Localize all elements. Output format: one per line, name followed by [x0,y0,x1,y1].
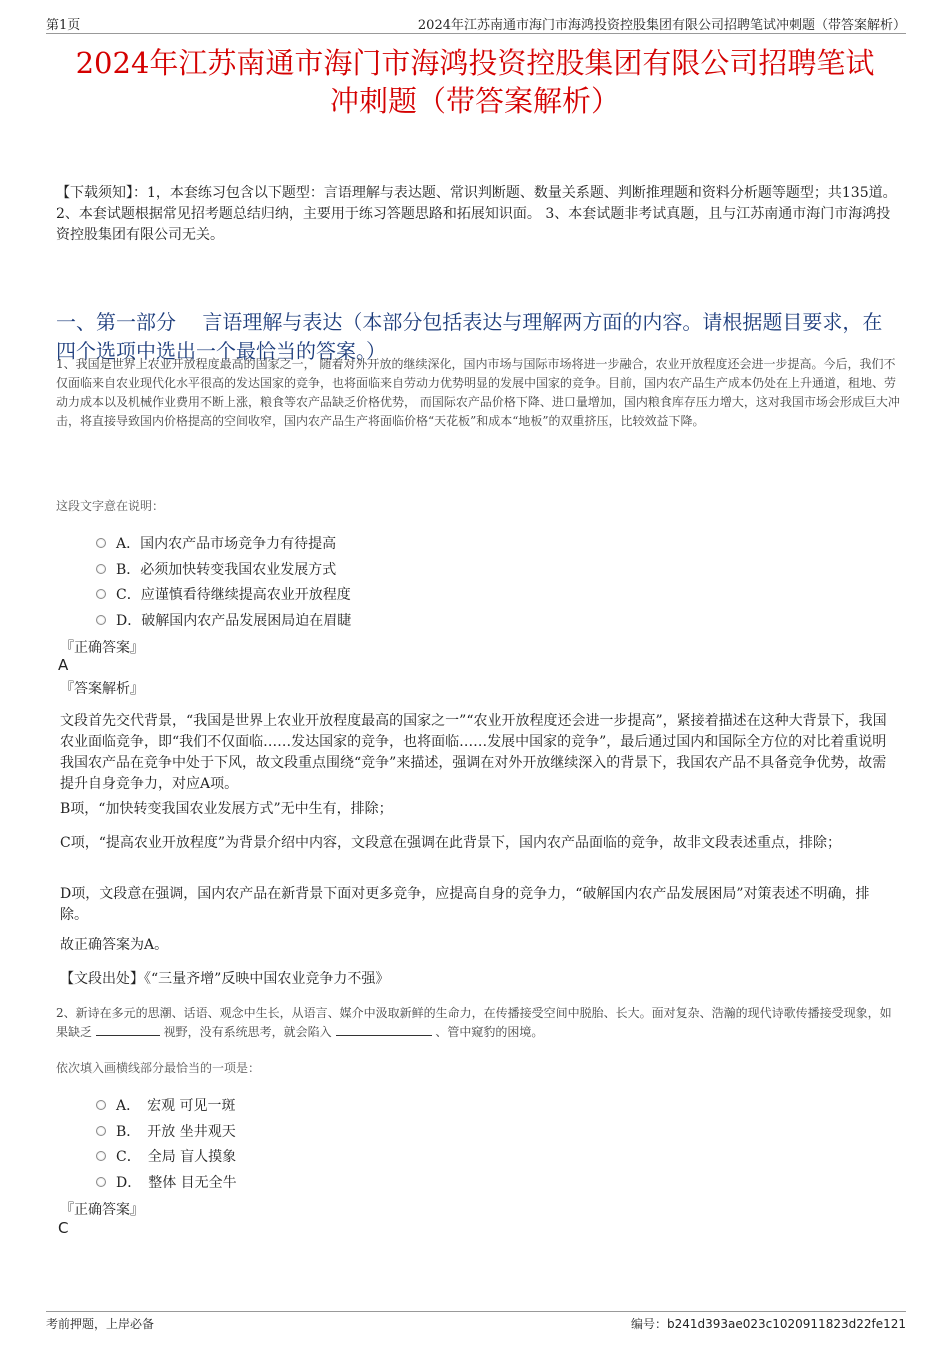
radio-icon[interactable] [96,564,106,574]
page-title [40,44,910,120]
q1-answer-label: 『正确答案』 [60,640,144,656]
q1-source: 【文段出处】《“三量齐增”反映中国农业竞争力不强》 [60,971,390,987]
q1-analysis-main: 文段首先交代背景，“我国是世界上农业开放程度最高的国家之一”“农业开放程度还会进一步提高”，紧接着描述在这种大背景下，我国农业面临竞争，即“我们不仅面临……发达国家的竞争，也将面临……发展中国家的竞争”，最后通过国内和国际全方位的对比着重说明我国农产品在竞争中处于下风，故文段重点围绕“竞争”来描述，强调在对外开放继续深入的背景下，我国农产品不具备竞争优势，故需提升自身竞争力，对应A项。 [60,713,887,792]
footer-divider [46,1311,906,1312]
radio-icon[interactable] [96,615,106,625]
q2-option-d[interactable] [96,1172,237,1192]
header-doc-title: 2024年江苏南通市海门市海鸿投资控股集团有限公司招聘笔试冲刺题（带答案解析） [417,18,906,33]
option-label: C．应谨慎看待继续提高农业开放程度 [116,587,351,603]
q1-option-c[interactable] [96,584,351,604]
header-divider [46,33,906,34]
option-label: D． 整体 目无全牛 [116,1175,237,1191]
q2-text-part-2: 视野，没有系统思考，就会陷入 [163,1025,332,1039]
q1-answer: A [58,656,69,674]
radio-icon[interactable] [96,1151,106,1161]
q1-option-a[interactable] [96,533,336,553]
radio-icon[interactable] [96,1177,106,1187]
option-label: A． 宏观 可见一斑 [116,1098,236,1114]
q1-analysis-d: D项，文段意在强调，国内农产品在新背景下面对更多竞争，应提高自身的竞争力，“破解国内农产品发展困局”对策表述不明确，排除。 [60,886,870,923]
question-2-prompt: 依次填入画横线部分最恰当的一项是： [56,1061,261,1075]
q2-option-a[interactable] [96,1095,236,1115]
radio-icon[interactable] [96,589,106,599]
option-label: C． 全局 盲人摸象 [116,1149,237,1165]
q2-text-part-1: 2、新诗在多元的思潮、话语、观念中生长，从语言、媒介中汲取新鲜的生命力，在传播接受空间中脱胎、长大。面对复杂、浩瀚的现代诗歌传播接受现象，如果缺乏 [56,1006,892,1039]
q1-analysis-label: 『答案解析』 [60,681,144,697]
title-line-2: 冲刺题（带答案解析） [329,84,620,118]
q2-option-c[interactable] [96,1146,236,1166]
footer-slogan: 考前押题，上岸必备 [46,1317,155,1331]
option-label: B．必须加快转变我国农业发展方式 [116,562,337,578]
question-1-text: 1、我国是世界上农业开放程度最高的国家之一， 随着对外开放的继续深化，国内市场与国际市场将进一步融合，农业开放程度还会进一步提高。今后，我们不仅面临来自农业现代化水平很高的发达国家的竞争，也将面临来自劳动力优势明显的发展中国家的竞争。目前，国内农产品生产成本仍处在上升通道，租地、劳动力成本以及机械作业费用不断上涨，粮食等农产品缺乏价格优势， 而国际农产品价格下降、进口量增加，国内粮食库存压力增大，这对我国市场会形成巨大冲击，将直接导致国内价格提高的空间收窄，国内农产品生产将面临价格“天花板”和成本“地板”的双重挤压，比较效益下降。 [56,357,900,428]
option-label: B． 开放 坐井观天 [116,1124,236,1140]
q1-option-b[interactable] [96,559,336,579]
section-heading: 一、第一部分 言语理解与表达（本部分包括表达与理解两方面的内容。请根据题目要求，在四个选项中选出一个最恰当的答案。） [56,310,883,363]
q1-option-d[interactable] [96,610,351,630]
page-number: 第1页 [46,18,81,33]
q1-analysis-b: B项，“加快转变我国农业发展方式”无中生有，排除； [60,801,393,817]
q1-analysis-conclusion: 故正确答案为A。 [60,937,169,953]
radio-icon[interactable] [96,1126,106,1136]
title-line-1: 2024年江苏南通市海门市海鸿投资控股集团有限公司招聘笔试 [75,46,875,80]
radio-icon[interactable] [96,1100,106,1110]
q2-text-part-3: 、管中窥豹的困境。 [435,1025,544,1039]
q2-answer-label: 『正确答案』 [60,1202,144,1218]
serial-label: 编号： [630,1317,667,1331]
q2-blank-2 [336,1023,432,1036]
question-2-text [56,1004,900,1042]
question-1-prompt: 这段文字意在说明： [56,499,165,513]
radio-icon[interactable] [96,538,106,548]
q2-option-b[interactable] [96,1121,236,1141]
option-label: A．国内农产品市场竞争力有待提高 [116,536,337,552]
serial-code: b241d393ae023c1020911823d22fe121 [666,1317,906,1331]
option-label: D．破解国内农产品发展困局迫在眉睫 [116,613,352,629]
q2-answer: C [58,1219,69,1237]
footer-serial [631,1315,906,1332]
download-notice: 【下载须知】：1，本套练习包含以下题型：言语理解与表达题、常识判断题、数量关系题、判断推理题和资料分析题等题型；共135道。 2、本套试题根据常见招考题总结归纳，主要用于练习答题思路和拓展知识面。 3、本套试题非考试真题，且与江苏南通市海门市海鸿投资控股集团有限公司无关。 [56,185,897,243]
q2-blank-1 [96,1023,160,1036]
q1-analysis-c: C项，“提高农业开放程度”为背景介绍中内容，文段意在强调在此背景下，国内农产品面临的竞争，故非文段表述重点，排除； [60,835,842,851]
